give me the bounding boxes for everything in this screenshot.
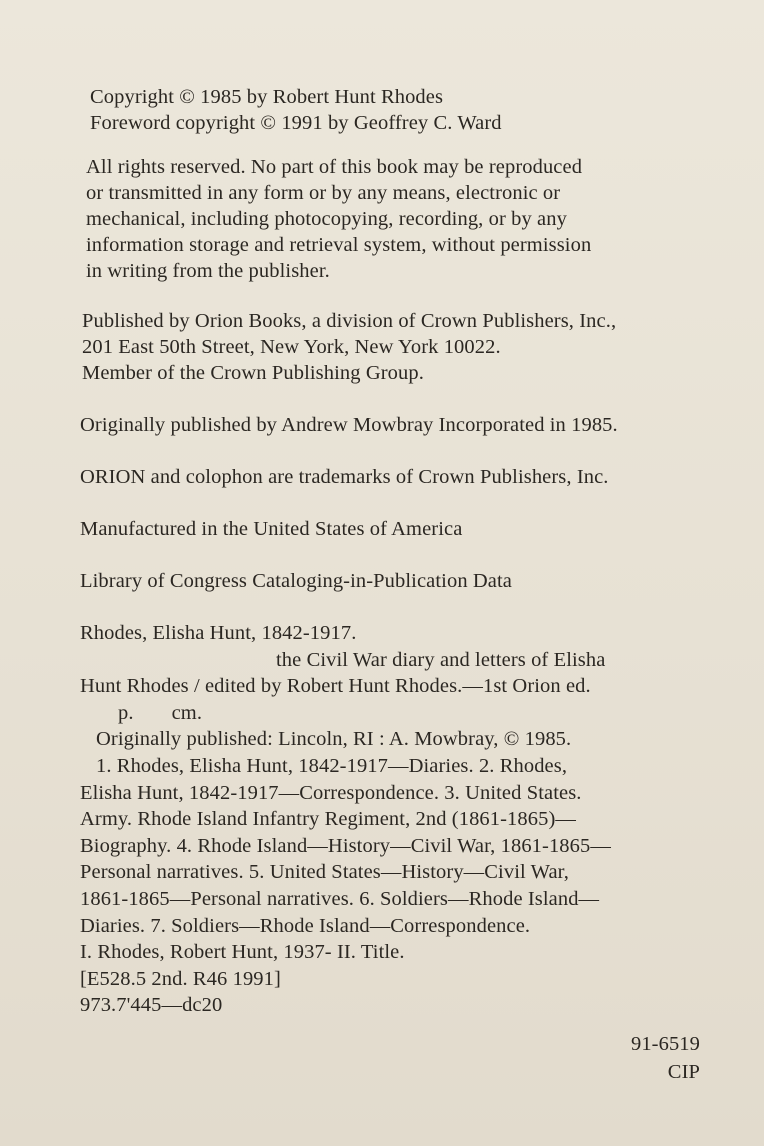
manufacturing-note [80,516,704,542]
original-publication-line: Originally published by Andrew Mowbray Incorporated in 1985. [80,414,618,436]
publisher-info [80,308,704,386]
cip-dewey-number: 973.7'445—dc20 [80,994,223,1017]
cip-subject-line: Elisha Hunt, 1842-1917—Correspondence. 3. United States. [80,781,582,804]
cip-pagination-p: p. [118,701,134,724]
rights-line: information storage and retrieval system, without permission [86,234,592,256]
foreword-copyright-line: Foreword copyright © 1991 by Geoffrey C. Ward [90,112,502,134]
cip-subject-line: I. Rhodes, Robert Hunt, 1937- II. Title. [80,941,405,964]
cip-subject-line: Diaries. 7. Soldiers—Rhode Island—Correspondence. [80,914,531,937]
cip-author: Rhodes, Elisha Hunt, 1842-1917. [80,622,357,644]
cip-pagination-cm: cm. [171,701,203,724]
copyright-line: Copyright © 1985 by Robert Hunt Rhodes [90,86,444,108]
lccn-block [631,1030,700,1086]
cip-heading-line: Library of Congress Cataloging-in-Publication Data [80,570,512,592]
cip-heading [80,568,704,594]
cip-subject-line: Personal narratives. 5. United States—History—Civil War, [80,861,569,884]
manufactured-line: Manufactured in the United States of America [80,518,463,540]
rights-line: or transmitted in any form or by any means, electronic or [86,182,561,204]
cip-call-number: [E528.5 2nd. R46 1991] [80,967,281,990]
cip-subject-line: Army. Rhode Island Infantry Regiment, 2nd (1861-1865)— [80,808,576,831]
cip-title-line: the Civil War diary and letters of Elisha [276,648,606,671]
cip-original-note: Originally published: Lincoln, RI : A. Mowbray, © 1985. [96,728,572,751]
publisher-address-line: 201 East 50th Street, New York, New York 10022. [82,336,501,358]
lccn-number: 91-6519 [630,1033,700,1055]
trademark-note [80,464,704,490]
cip-title-line: Hunt Rhodes / edited by Robert Hunt Rhodes.—1st Orion ed. [80,675,591,698]
cip-subject-line: 1. Rhodes, Elisha Hunt, 1842-1917—Diaries. 2. Rhodes, [96,754,568,777]
cip-subject-line: Biography. 4. Rhode Island—History—Civil War, 1861-1865— [80,834,611,857]
publisher-group-line: Member of the Crown Publishing Group. [82,362,424,384]
cip-subject-line: 1861-1865—Personal narratives. 6. Soldiers—Rhode Island— [80,887,600,910]
publisher-line: Published by Orion Books, a division of Crown Publishers, Inc., [82,310,617,332]
trademark-line: ORION and colophon are trademarks of Crown Publishers, Inc. [80,466,609,488]
cip-mark: CIP [667,1061,700,1083]
rights-line: mechanical, including photocopying, recording, or by any [86,208,567,230]
rights-line: All rights reserved. No part of this book may be reproduced [86,156,583,178]
cip-record [80,620,704,1019]
rights-line: in writing from the publisher. [86,260,330,282]
original-publication-note [80,412,704,438]
rights-reserved-notice [80,154,704,284]
cip-pagination [80,700,704,727]
copyright-notice [80,84,704,136]
